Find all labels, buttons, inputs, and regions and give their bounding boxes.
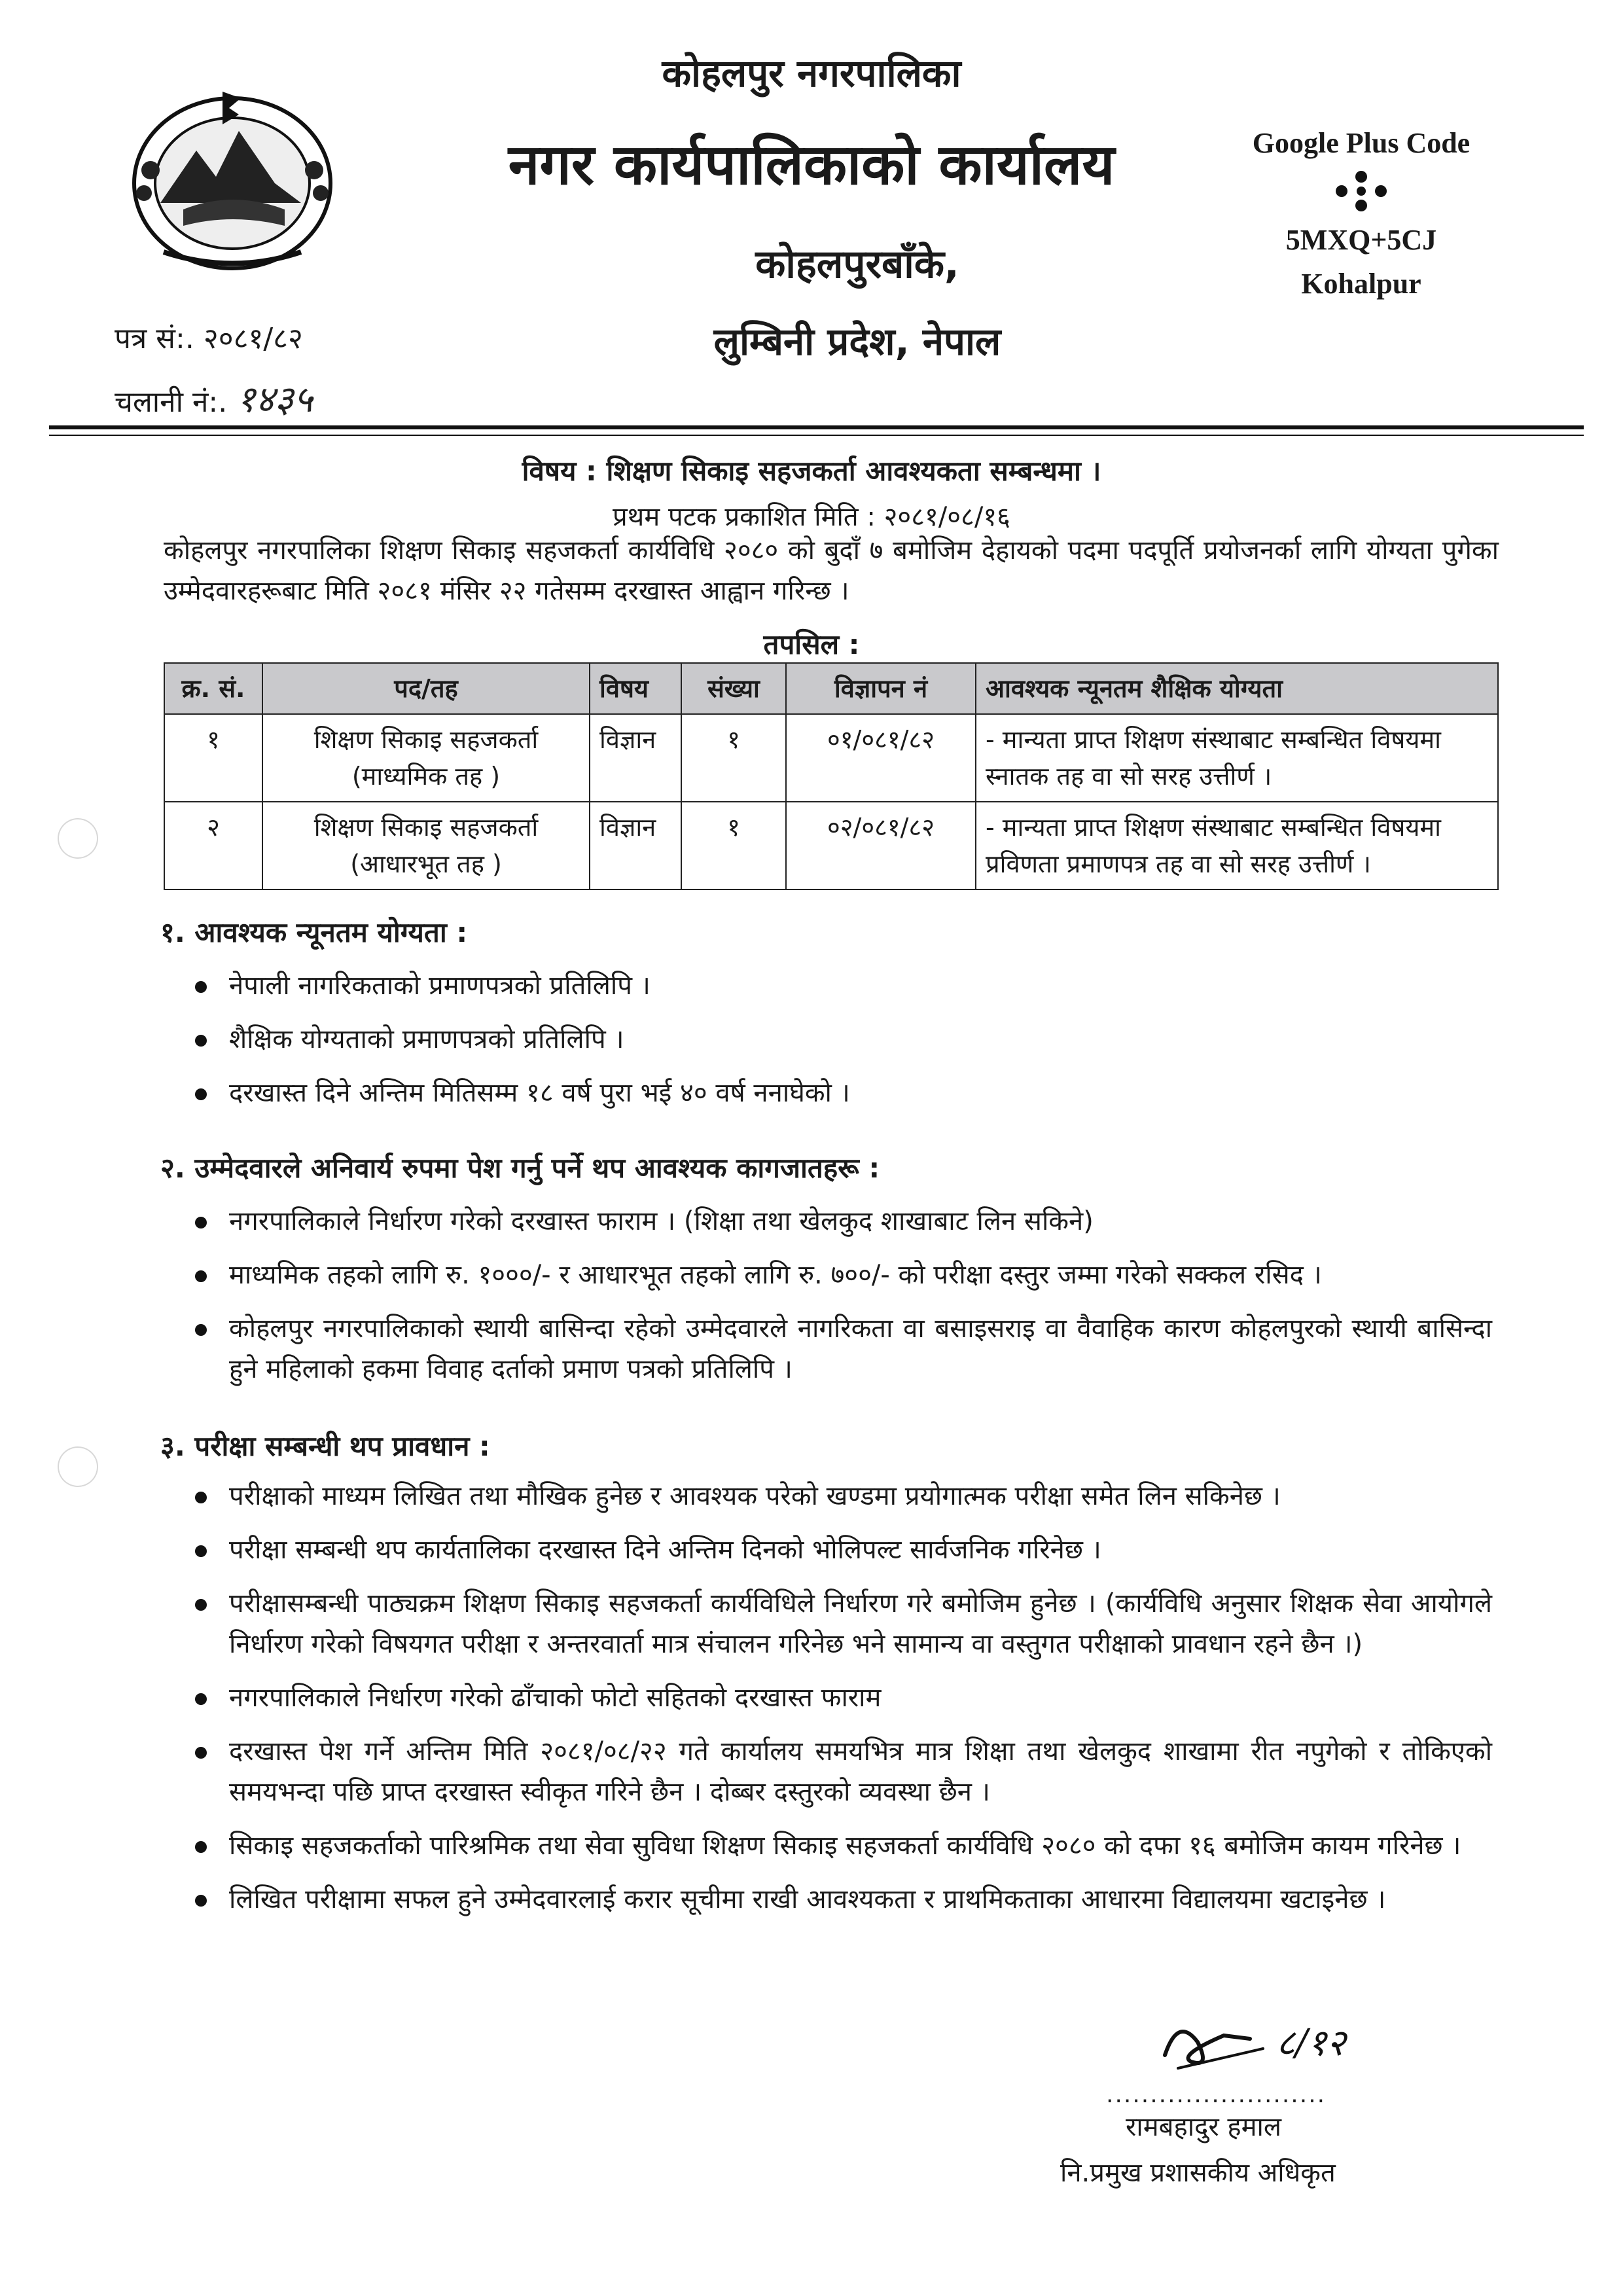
- plus-code-icon: [1224, 159, 1499, 224]
- section-2-title: २. उम्मेदवारले अनिवार्य रुपमा पेश गर्नु पर्ने थप आवश्यक कागजातहरू :: [160, 1152, 880, 1184]
- section-2-list: [229, 1201, 1492, 1403]
- list-item: नगरपालिकाले निर्धारण गरेको ढाँचाको फोटो सहितको दरखास्त फाराम: [229, 1677, 1492, 1718]
- municipality-name: कोहलपुर नगरपालिका: [662, 51, 961, 96]
- table-header-row: [164, 663, 1498, 714]
- list-item: कोहलपुर नगरपालिकाको स्थायी बासिन्दा रहेको उम्मेदवारले नागरिकता वा बसाइसराइ वा वैवाहिक कारण कोहलपुरको स्थायी बासिन्दा हुने महिलाको हकमा विवाह दर्ताको प्रमाण पत्रको प्रतिलिपि ।: [229, 1308, 1492, 1390]
- punch-hole-top: [58, 818, 98, 859]
- details-heading: तपसिल :: [763, 628, 860, 660]
- section-3-list: [229, 1476, 1492, 1933]
- post-name: शिक्षण सिकाइ सहजकर्ता: [313, 725, 539, 754]
- dispatch-number: [115, 373, 313, 423]
- post-level: (आधारभूत तह ): [350, 850, 502, 878]
- notice-intro: कोहलपुर नगरपालिका शिक्षण सिकाइ सहजकर्ता कार्यविधि २०८० को बुदाँ ७ बमोजिम देहायको पदमा पदपूर्ति प्रयोजनर्का लागि योग्यता पुगेका उम्मेदवारहरूबाट मिति २०८१ मंसिर २२ गतेसम्म दरखास्त आह्वान गरिन्छ ।: [164, 535, 1499, 606]
- cell-ad-no: ०२/०८१/८२: [786, 802, 976, 889]
- cell-sn: १: [164, 714, 262, 802]
- list-item: दरखास्त पेश गर्ने अन्तिम मिति २०८१/०८/२२ गते कार्यालय समयभित्र मात्र शिक्षा तथा खेलकुद शाखामा रीत नपुगेको र तोकिएको समयभन्दा पछि प्राप्त दरखास्त स्वीकृत गरिने छैन । दोब्बर दस्तुरको व्यवस्था छैन ।: [229, 1731, 1492, 1812]
- punch-hole-bottom: [58, 1446, 98, 1487]
- list-item: लिखित परीक्षामा सफल हुने उम्मेदवारलाई करार सूचीमा राखी आवश्यकता र प्राथमिकताका आधारमा विद्यालयमा खटाइनेछ ।: [229, 1879, 1492, 1920]
- cell-sn: २: [164, 802, 262, 889]
- section-1-list: [229, 965, 1492, 1126]
- list-item: सिकाइ सहजकर्ताको पारिश्रमिक तथा सेवा सुविधा शिक्षण सिकाइ सहजकर्ता कार्यविधि २०८० को दफा १६ बमोजिम कायम गरिनेछ ।: [229, 1825, 1492, 1866]
- google-plus-code-label: Google Plus Code: [1252, 127, 1471, 159]
- address-line-1: कोहलपुरबाँके,: [755, 242, 959, 287]
- cell-subject: विज्ञान: [590, 714, 681, 802]
- dispatch-number-value: १४३५: [236, 378, 313, 421]
- signature-line: .........................: [1106, 2081, 1327, 2108]
- signatory-name: रामबहादुर हमाल: [1126, 2112, 1282, 2142]
- list-item: परीक्षा सम्बन्धी थप कार्यतालिका दरखास्त दिने अन्तिम दिनको भोलिपल्ट सार्वजनिक गरिनेछ ।: [229, 1530, 1492, 1570]
- published-date: प्रथम पटक प्रकाशित मिति : २०८१/०८/१६: [613, 502, 1010, 532]
- cell-post: [262, 802, 590, 889]
- dispatch-number-label: चलानी नं:.: [115, 386, 228, 419]
- google-plus-code-block: [1224, 128, 1499, 300]
- col-header-sn: क्र. सं.: [164, 663, 262, 714]
- col-header-post: पद/तह: [262, 663, 590, 714]
- section-3-title: ३. परीक्षा सम्बन्धी थप प्रावधान :: [160, 1430, 490, 1462]
- vacancy-table: [164, 662, 1499, 890]
- cell-post: [262, 714, 590, 802]
- list-item: शैक्षिक योग्यताको प्रमाणपत्रको प्रतिलिपि ।: [229, 1019, 1492, 1060]
- list-item: नेपाली नागरिकताको प्रमाणपत्रको प्रतिलिपि ।: [229, 965, 1492, 1006]
- post-level: (माध्यमिक तह ): [351, 762, 501, 791]
- notice-subject: विषय : शिक्षण सिकाइ सहजकर्ता आवश्यकता सम्बन्धमा ।: [522, 455, 1101, 487]
- signatory-designation: नि.प्रमुख प्रशासकीय अधिकृत: [1060, 2158, 1336, 2188]
- list-item: माध्यमिक तहको लागि रु. १०००/- र आधारभूत तहको लागि रु. ७००/- को परीक्षा दस्तुर जम्मा गरेको सक्कल रसिद ।: [229, 1255, 1492, 1295]
- list-item: परीक्षाको माध्यम लिखित तथा मौखिक हुनेछ र आवश्यक परेको खण्डमा प्रयोगात्मक परीक्षा समेत लिन सकिनेछ ।: [229, 1476, 1492, 1516]
- letter-number-value: २०८१/८२: [203, 322, 303, 355]
- letter-number: [115, 317, 303, 357]
- office-name: नगर कार्यपालिकाको कार्यालय: [508, 132, 1115, 198]
- google-plus-code-place: Kohalpur: [1301, 267, 1421, 300]
- col-header-qualification: आवश्यक न्यूनतम शैक्षिक योग्यता: [976, 663, 1498, 714]
- section-1-title: १. आवश्यक न्यूनतम योग्यता :: [160, 916, 468, 948]
- cell-subject: विज्ञान: [590, 802, 681, 889]
- header-rule-thin: [49, 435, 1584, 436]
- list-item: नगरपालिकाले निर्धारण गरेको दरखास्त फाराम । (शिक्षा तथा खेलकुद शाखाबाट लिन सकिने): [229, 1201, 1492, 1242]
- table-row: [164, 714, 1498, 802]
- list-item: दरखास्त दिने अन्तिम मितिसम्म १८ वर्ष पुरा भई ४० वर्ष ननाघेको ।: [229, 1073, 1492, 1113]
- cell-count: १: [681, 802, 786, 889]
- col-header-subject: विषय: [590, 663, 681, 714]
- letter-number-label: पत्र सं:.: [115, 322, 194, 355]
- cell-ad-no: ०१/०८१/८२: [786, 714, 976, 802]
- cell-count: १: [681, 714, 786, 802]
- list-item: परीक्षासम्बन्धी पाठ्यक्रम शिक्षण सिकाइ सहजकर्ता कार्यविधिले निर्धारण गरे बमोजिम हुनेछ । (कार्यविधि अनुसार शिक्षक सेवा आयोगले निर्धारण गरेको विषयगत परीक्षा र अन्तरवार्ता मात्र संचालन गरिनेछ भने सामान्य वा वस्तुगत परीक्षाको प्रावधान रहने छैन ।): [229, 1583, 1492, 1664]
- signature-date: ८/१२: [1276, 2022, 1346, 2064]
- handwritten-signature: [1152, 2003, 1427, 2081]
- col-header-count: संख्या: [681, 663, 786, 714]
- post-name: शिक्षण सिकाइ सहजकर्ता: [313, 813, 539, 842]
- header-rule-thick: [49, 425, 1584, 429]
- cell-qualification: - मान्यता प्राप्त शिक्षण संस्थाबाट सम्बन्धित विषयमा प्रविणता प्रमाणपत्र तह वा सो सरह उत्तीर्ण ।: [976, 802, 1498, 889]
- address-line-2: लुम्बिनी प्रदेश, नेपाल: [713, 319, 1001, 364]
- col-header-ad-no: विज्ञापन नं: [786, 663, 976, 714]
- table-row: [164, 802, 1498, 889]
- cell-qualification: - मान्यता प्राप्त शिक्षण संस्थाबाट सम्बन्धित विषयमा स्नातक तह वा सो सरह उत्तीर्ण ।: [976, 714, 1498, 802]
- google-plus-code: 5MXQ+5CJ: [1285, 224, 1437, 257]
